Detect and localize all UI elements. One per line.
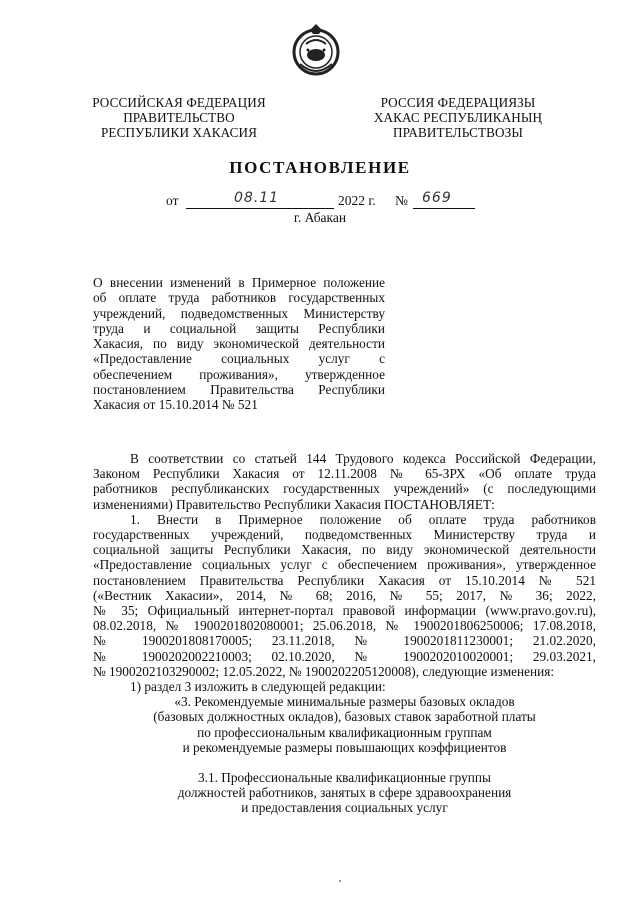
subject-line: «Предоставление социальных услуг с [93, 351, 385, 367]
item1-line: 08.02.2018, № 1900201802080001; 25.06.2018, № 1900201806250006; 17.08.2018, [93, 618, 596, 634]
document-subject [93, 275, 385, 413]
item1-line: («Вестник Хакасии», 2014, № 68; 2016, № 55; 2017, № 36; 2022, [93, 587, 596, 603]
item1-line: № 1900201808170005; 23.11.2018, № 1900201811230001; 21.02.2020, [93, 633, 596, 649]
coat-of-arms-emblem [288, 20, 344, 80]
subject-line: Хакасия от 15.10.2014 № 521 [93, 397, 258, 413]
item1-line: № 35; Официальный интернет-портал правовой информации (www.pravo.gov.ru), [93, 603, 596, 619]
section31-heading-line: 3.1. Профессиональные квалификационные группы [198, 770, 491, 786]
subject-line: О внесении изменений в Примерное положение [93, 275, 385, 290]
header-right-line: ПРАВИТЕЛЬСТВОЗЫ [393, 125, 523, 140]
city-name: г. Абакан [293, 210, 347, 225]
subject-line: Хакасия, по виду экономической деятельности [93, 336, 385, 352]
subject-line: обеспечением проживания», утвержденное [93, 366, 385, 382]
header-left-line: РОССИЙСКАЯ ФЕДЕРАЦИЯ [92, 95, 266, 110]
scan-speck [339, 880, 341, 882]
item1-line: № 1900202103290002; 12.05.2022, № 1900202205120008), следующие изменения: [93, 663, 555, 679]
date-underline [186, 208, 334, 209]
section3-heading-line: по профессиональным квалификационным группам [197, 724, 492, 740]
section31-heading-line: должностей работников, занятых в сфере здравоохранения [177, 785, 512, 801]
subitem-1: 1) раздел 3 изложить в следующей редакции: [130, 679, 386, 695]
header-left-line: РЕСПУБЛИКИ ХАКАСИЯ [101, 125, 257, 140]
number-underline [413, 208, 475, 209]
number-handwritten: 669 [422, 190, 452, 206]
item1-line: постановлением Правительства Республики Хакасия от 15.10.2014 № 521 [93, 572, 596, 588]
header-right-khakas [368, 95, 548, 140]
subject-line: постановлением Правительства Республики [93, 382, 385, 398]
section3-heading-line: «3. Рекомендуемые минимальные размеры базовых окладов [174, 694, 515, 710]
item1-line: «Предоставление социальных услуг с обеспечением проживания», утвержденное [93, 557, 596, 573]
header-left-russian [88, 95, 270, 140]
item1-line: № 1900202002210003; 02.10.2020, № 1900202010020001; 29.03.2021, [93, 648, 596, 664]
header-left-line: ПРАВИТЕЛЬСТВО [123, 110, 235, 125]
date-prefix: от [166, 193, 179, 208]
item1-line: 1. Внести в Примерное положение об оплате труда работников [130, 511, 596, 527]
header-right-line: ХАКАС РЕСПУБЛИКАНЫҢ [373, 110, 543, 125]
section31-heading-line: и предоставления социальных услуг [241, 800, 448, 816]
item1-line: государственных учреждений, подведомственных Министерству труда и [93, 527, 596, 543]
preamble-line: работников республиканских государственных учреждений» (с последующими [93, 481, 596, 497]
preamble-line: В соответствии со статьей 144 Трудового кодекса Российской Федерации, [130, 451, 596, 466]
subject-line: труда и социальной защиты Республики [93, 320, 385, 336]
subject-line: об оплате труда работников государственных [93, 290, 385, 306]
spacer [93, 755, 596, 770]
document-title: ПОСТАНОВЛЕНИЕ [229, 158, 411, 177]
date-handwritten: 08.11 [234, 190, 280, 206]
document-body [93, 451, 596, 816]
section3-heading-line: и рекомендуемые размеры повышающих коэффициентов [182, 739, 507, 755]
year-label: 2022 г. [338, 193, 376, 208]
number-label: № [395, 193, 408, 208]
subject-line: учреждений, подведомственных Министерству [93, 305, 385, 321]
header-right-line: РОССИЯ ФЕДЕРАЦИЯЗЫ [380, 95, 536, 110]
section3-heading-line: (базовых должностных окладов), базовых ставок заработной платы [153, 709, 536, 725]
preamble-line: Законом Республики Хакасия от 12.11.2008 № 65-ЗРХ «Об оплате труда [93, 466, 596, 482]
item1-line: социальной защиты Республики Хакасия, по виду экономической деятельности [93, 542, 596, 558]
preamble-line: изменениями) Правительство Республики Хакасия ПОСТАНОВЛЯЕТ: [93, 496, 495, 512]
